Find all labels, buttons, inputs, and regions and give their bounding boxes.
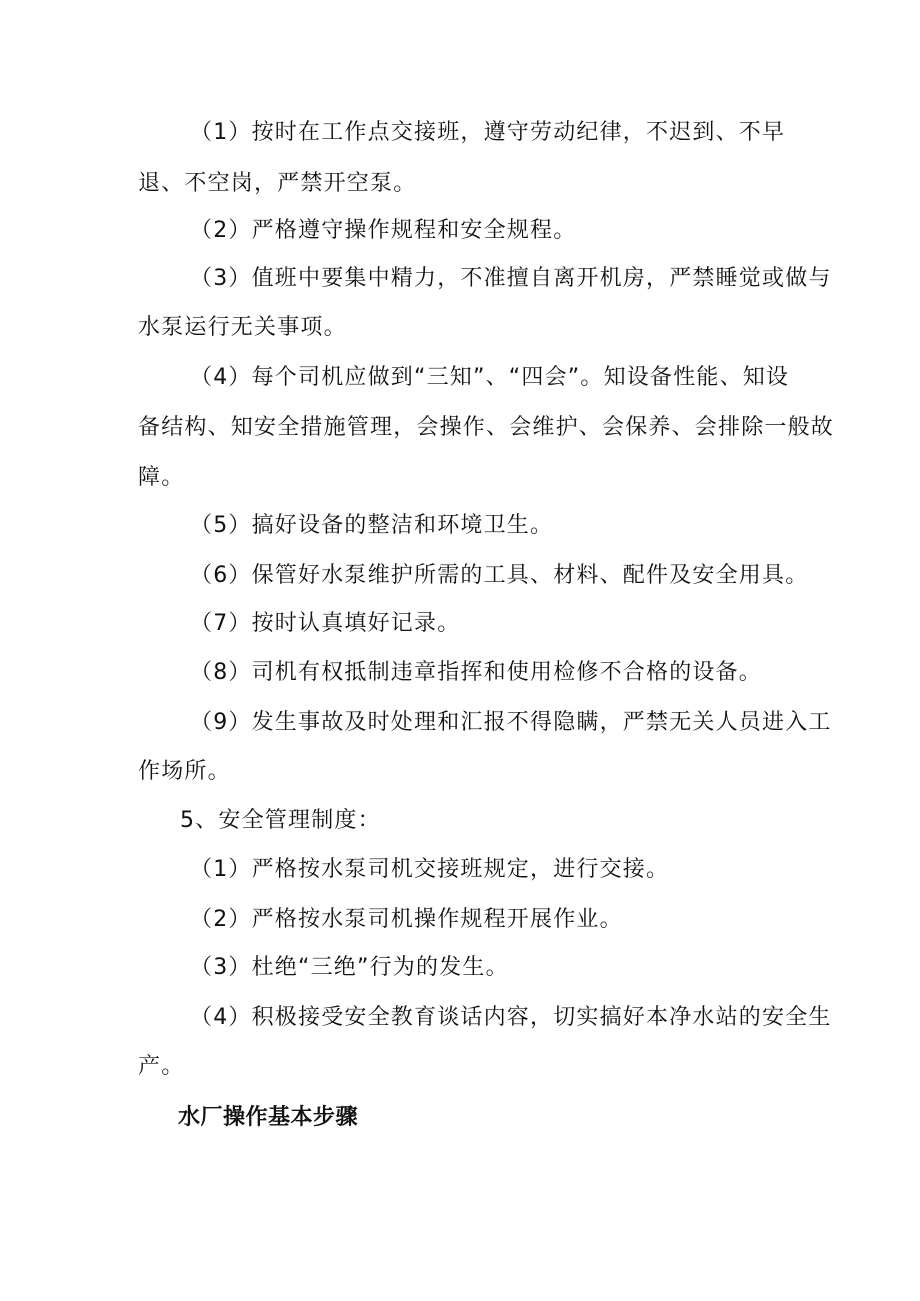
paragraph-line: （4）每个司机应做到“三知”、“四会”。知设备性能、知设 [190, 365, 790, 390]
paragraph-line: 障。 [138, 465, 185, 490]
paragraph-line: （8）司机有权抵制违章指挥和使用检修不合格的设备。 [190, 660, 762, 685]
paragraph-line: （2）严格按水泵司机操作规程开展作业。 [190, 907, 623, 932]
paragraph-line: （4）积极接受安全教育谈话内容，切实搞好本净水站的安全生 [190, 1005, 832, 1030]
paragraph-line: （3）杜绝“三绝”行为的发生。 [190, 955, 509, 980]
paragraph-line: （9）发生事故及时处理和汇报不得隐瞒，严禁无关人员进入工 [190, 710, 832, 735]
paragraph-line: 作场所。 [138, 759, 231, 784]
paragraph-line: 产。 [138, 1054, 185, 1079]
paragraph-line: （6）保管好水泵维护所需的工具、材料、配件及安全用具。 [190, 563, 809, 588]
paragraph-line: 备结构、知安全措施管理，会操作、会维护、会保养、会排除一般故 [138, 415, 835, 440]
paragraph-line: （5）搞好设备的整洁和环境卫生。 [190, 513, 554, 538]
document-heading: 水厂操作基本步骤 [178, 1105, 359, 1130]
paragraph-line: （2）严格遵守操作规程和安全规程。 [190, 218, 577, 243]
section-heading: 5、安全管理制度： [180, 808, 381, 833]
paragraph-line: （1）按时在工作点交接班，遵守劳动纪律，不迟到、不早 [190, 120, 786, 145]
paragraph-line: （3）值班中要集中精力，不准擅自离开机房，严禁睡觉或做与 [190, 266, 832, 291]
paragraph-line: 退、不空岗，严禁开空泵。 [138, 171, 417, 196]
paragraph-line: 水泵运行无关事项。 [138, 315, 347, 340]
paragraph-line: （7）按时认真填好记录。 [190, 611, 461, 636]
paragraph-line: （1）严格按水泵司机交接班规定，进行交接。 [190, 857, 670, 882]
